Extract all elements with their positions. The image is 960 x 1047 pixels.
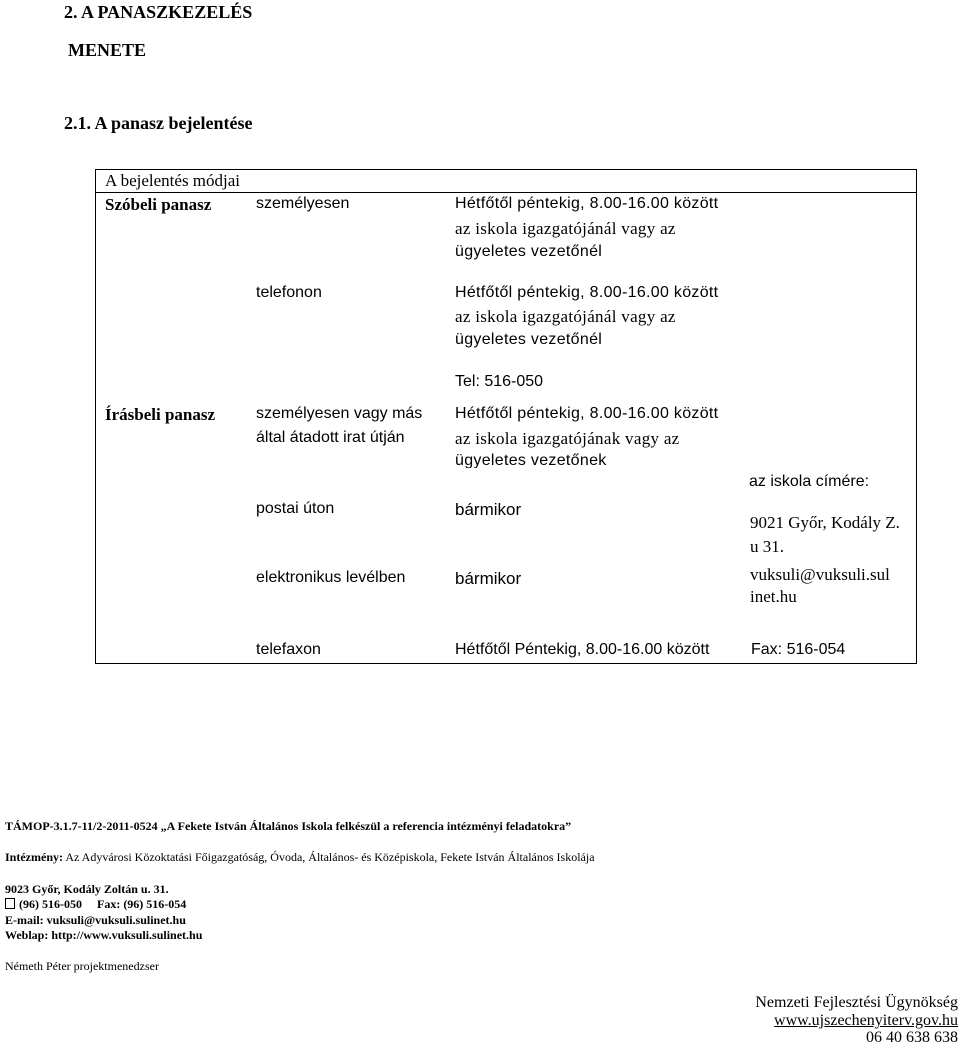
project-manager: Németh Péter projektmenedzser xyxy=(5,959,159,973)
agency-phone: 06 40 638 638 xyxy=(866,1029,958,1046)
time-document-3: ügyeletes vezetőnek xyxy=(455,452,607,468)
footer-web[interactable]: Weblap: http://www.vuksuli.sulinet.hu xyxy=(5,928,203,942)
phone-number: Tel: 516-050 xyxy=(455,373,544,390)
mode-document-1: személyesen vagy más xyxy=(256,405,423,422)
school-address-1: 9021 Győr, Kodály Z. xyxy=(750,513,900,532)
mode-post: postai úton xyxy=(256,500,335,517)
time-phone-2: az iskola igazgatójánál vagy az xyxy=(455,307,676,326)
time-phone-3: ügyeletes vezetőnél xyxy=(455,331,603,348)
institution-name: Az Adyvárosi Közoktatási Főigazgatóság, Óvoda, Általános- és Középiskola, Fekete István Általános Iskolája xyxy=(65,850,595,864)
address-label: az iskola címére: xyxy=(749,473,870,490)
institution-label: Intézmény: xyxy=(5,850,63,864)
agency-name: Nemzeti Fejlesztési Ügynökség xyxy=(755,994,958,1011)
project-title: TÁMOP-3.1.7-11/2-2011-0524 „A Fekete István Általános Iskola felkészül a referencia intézményi feladatokra” xyxy=(5,819,572,833)
fax-number: Fax: 516-054 xyxy=(751,641,846,658)
footer-email[interactable]: E-mail: vuksuli@vuksuli.sulinet.hu xyxy=(5,913,186,927)
section-heading-continued: MENETE xyxy=(68,40,147,60)
oral-complaint-label: Szóbeli panasz xyxy=(105,195,212,214)
phone-icon xyxy=(5,898,15,909)
time-fax: Hétfőtől Péntekig, 8.00-16.00 között xyxy=(455,641,710,658)
footer-phone: (96) 516-050 Fax: (96) 516-054 xyxy=(19,897,187,911)
section-heading: 2. A PANASZKEZELÉS xyxy=(64,2,253,22)
school-email-1: vuksuli@vuksuli.sul xyxy=(750,565,890,584)
time-in-person-3: ügyeletes vezetőnél xyxy=(455,243,603,260)
footer-phone-line xyxy=(5,897,186,912)
mode-fax: telefaxon xyxy=(256,641,321,658)
mode-document-2: által átadott irat útján xyxy=(256,429,405,446)
school-email-2: inet.hu xyxy=(750,587,797,606)
mode-in-person: személyesen xyxy=(256,195,350,212)
time-phone-1: Hétfőtől péntekig, 8.00-16.00 között xyxy=(455,284,719,301)
time-in-person-2: az iskola igazgatójánál vagy az xyxy=(455,219,676,238)
institution-line xyxy=(5,850,595,865)
table-title: A bejelentés módjai xyxy=(105,171,241,190)
time-in-person-1: Hétfőtől péntekig, 8.00-16.00 között xyxy=(455,195,719,212)
time-post: bármikor xyxy=(455,500,522,519)
subsection-heading: 2.1. A panasz bejelentése xyxy=(64,113,253,133)
time-email: bármikor xyxy=(455,569,522,588)
time-document-2: az iskola igazgatójának vagy az xyxy=(455,429,680,448)
mode-email: elektronikus levélben xyxy=(256,569,406,586)
written-complaint-label: Írásbeli panasz xyxy=(105,405,216,424)
mode-phone: telefonon xyxy=(256,284,322,301)
footer-address: 9023 Győr, Kodály Zoltán u. 31. xyxy=(5,882,169,896)
time-document-1: Hétfőtől péntekig, 8.00-16.00 között xyxy=(455,405,719,422)
school-address-2: u 31. xyxy=(750,537,784,556)
agency-url[interactable]: www.ujszechenyiterv.gov.hu xyxy=(774,1012,958,1029)
